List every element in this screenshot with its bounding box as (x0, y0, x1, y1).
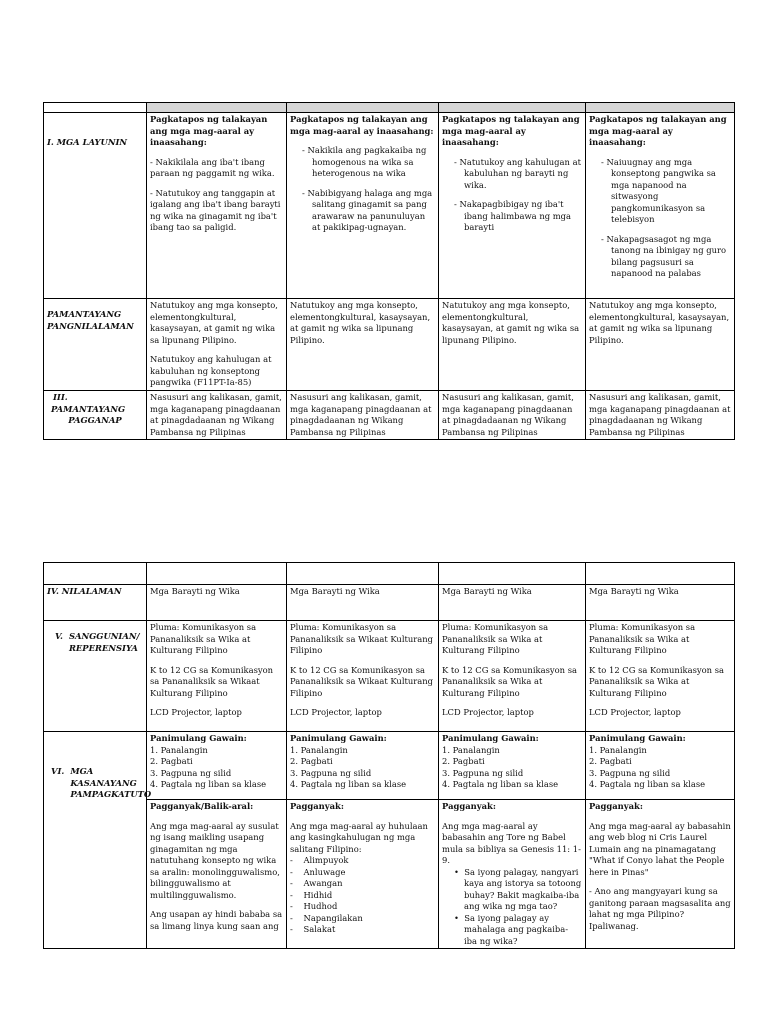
pagganyak-col-4 (586, 800, 735, 949)
sanggunian-label (44, 621, 147, 732)
standard-text: Natutukoy ang mga konsepto, elementongkultural, kasaysayan, at gamit ng wika sa lipunang Pilipino. (150, 300, 278, 345)
layunin-label: I. MGA LAYUNIN (44, 113, 147, 299)
kasanayan-label (44, 732, 152, 949)
panimula-item: 2. Pagbati (150, 756, 193, 766)
panimula-item: 4. Pagtala ng liban sa klase (290, 779, 407, 789)
nilalaman-row (44, 585, 735, 621)
layunin-col-3 (439, 113, 586, 299)
sanggunian-col-2 (287, 621, 439, 732)
word-text: Awangan (303, 878, 343, 888)
pagganyak-text: Ang mga mag-aaral ay susulat ng isang maikling usapang ginagamitan ng mga natutuhang konsepto ng wika sa aralin: monolingguwalismo, bilingguwalismo at multilingguwalismo. (150, 820, 280, 900)
reference: Pluma: Komunikasyon sa Pananaliksik sa Wika at Kulturang Filipino (150, 622, 257, 655)
pagganap-label-1: PAMANTAYANG (51, 403, 126, 414)
kasanayan-label-text: MGA KASANAYANG PAMPAGKATUTO (70, 766, 152, 799)
question-text: Sa iyong palagay, nangyari kaya ang istorya sa totoong buhay? Bakit magkaiba-iba ang wika ng mga tao? (464, 866, 582, 911)
pagganyak-title: Pagganyak/Balik-aral: (150, 801, 254, 811)
word-text: Anluwage (303, 866, 346, 877)
question-item: • Sa iyong palagay, nangyari kaya ang istorya sa totoong buhay? Bakit magkaiba-iba ang wika ng mga tao? (454, 866, 582, 911)
panimula-title: Panimulang Gawain: (589, 733, 686, 743)
intro-text: Pagkatapos ng talakayan ang mga mag-aaral ay inaasahang: (442, 114, 580, 147)
reference: LCD Projector, laptop (150, 707, 242, 717)
kasanayan-num: VI. (51, 766, 65, 776)
pagganap-col-3: Nasusuri ang kalikasan, gamit, mga kaganapang pinagdaanan at pinagdadaanan ng Wikang Pambansa ng Pilipinas (439, 391, 586, 440)
panimula-item: 4. Pagtala ng liban sa klase (589, 779, 706, 789)
panimula-row (44, 732, 735, 800)
pagganyak-col-1 (147, 800, 287, 949)
pangnilalaman-col-3: Natutukoy ang mga konsepto, elementongkultural, kasaysayan, at gamit ng wika sa lipunang Pilipino. (439, 299, 586, 391)
objective: - Nakapagbibigay ng iba't ibang halimbawa ng mga barayti (454, 199, 572, 232)
pagganyak-row (44, 800, 735, 949)
reference: K to 12 CG sa Komunikasyon sa Pananaliksik sa Wikaat Kulturang Filipino (150, 664, 274, 698)
sanggunian-col-4 (586, 621, 735, 732)
pagganap-row (44, 391, 735, 440)
question-item: • Sa iyong palagay ay mahalaga ang pagkaiba- iba ng wika? (454, 912, 569, 946)
sanggunian-num: V. (55, 631, 63, 641)
pangnilalaman-col-4: Natutukoy ang mga konsepto, elementongkultural, kasaysayan, at gamit ng wika sa lipunang Pilipino. (586, 299, 735, 391)
pagganyak-text: - Ano ang mangyayari kung sa ganitong paraan magsasalita ang lahat ng mga Pilipino? Ipaliwanag. (589, 886, 731, 931)
sanggunian-col-3 (439, 621, 586, 732)
panimula-col-3 (439, 732, 586, 800)
pagganap-label (44, 391, 147, 440)
panimula-item: 3. Pagpuna ng silid (442, 767, 524, 778)
intro-text: Pagkatapos ng talakayan ang mga mag-aaral ay inaasahang: (589, 114, 727, 147)
word-item: - Napangilakan (290, 912, 363, 923)
objective: - Nakikilala ang iba't ibang paraan ng paggamit ng wika. (150, 156, 275, 178)
pagganyak-text: Ang mga mag-aaral ay huhulaan ang kasingkahulugan ng mga salitang Filipino: (290, 820, 428, 854)
word-item: - Anluwage (290, 866, 346, 877)
blank-header-row (44, 563, 735, 585)
word-item: - Hudhod (290, 901, 338, 911)
reference: K to 12 CG sa Komunikasyon sa Pananaliksik sa Wika at Kulturang Filipino (442, 664, 577, 698)
panimula-item: 1. Panalangin (442, 744, 500, 755)
objective: - Nabibigyang halaga ang mga salitang ginagamit sa pang arawaraw na panunuluyan at pakikipag-ugnayan. (302, 187, 433, 232)
panimula-col-2 (287, 732, 439, 800)
panimula-title: Panimulang Gawain: (442, 733, 539, 743)
pagganyak-title: Pagganyak: (290, 801, 344, 811)
word-item: - Hidhid (290, 889, 333, 900)
layunin-col-2 (287, 113, 439, 299)
objective: - Nakikila ang pagkakaiba ng homogenous na wika sa heterogenous na wika (302, 145, 427, 178)
pagganap-col-4: Nasusuri ang kalikasan, gamit, mga kaganapang pinagdaanan at pinagdadaanan ng Wikang Pambansa ng Pilipinas (586, 391, 735, 440)
standard-text: Natutukoy ang kahulugan at kabuluhan ng konseptong pangwika (F11PT-Ia-85) (150, 354, 272, 387)
intro-text: Pagkatapos ng talakayan ang mga mag-aaral ay inaasahang: (150, 114, 268, 147)
reference: LCD Projector, laptop (589, 707, 681, 717)
objective: - Nakapagsasagot ng mga tanong na ibinigay ng guro bilang pagsusuri sa napanood na palabas (601, 233, 727, 278)
reference: K to 12 CG sa Komunikasyon sa Pananaliksik sa Wika at Kulturang Filipino (589, 664, 724, 698)
panimula-item: 4. Pagtala ng liban sa klase (442, 779, 559, 789)
lesson-plan-table-1 (43, 102, 735, 440)
objective: - Natutukoy ang tanggapin at igalang ang iba't ibang barayti ng wika na ginagamit ng iba't ibang tao sa paligid. (150, 187, 281, 232)
pangnilalaman-col-1 (147, 299, 287, 391)
word-text: Hidhid (303, 889, 333, 900)
panimula-item: 1. Panalangin (290, 744, 348, 755)
word-item: - Awangan (290, 878, 343, 888)
sanggunian-label-text: SANGGUNIAN/ REPERENSIYA (68, 631, 140, 653)
panimula-title: Panimulang Gawain: (150, 733, 247, 743)
intro-text: Pagkatapos ng talakayan ang mga mag-aaral ay inaasahang: (290, 114, 434, 136)
pagganap-col-2: Nasusuri ang kalikasan, gamit, mga kaganapang pinagdaanan at pinagdadaanan ng Wikang Pambansa ng Pilipinas (287, 391, 439, 440)
pagganyak-text: Ang usapan ay hindi bababa sa sa limang linya kung saan ang (150, 909, 283, 931)
question-text: Sa iyong palagay ay mahalaga ang pagkaiba- iba ng wika? (464, 912, 569, 946)
header-row (44, 103, 735, 113)
pagganap-col-1: Nasusuri ang kalikasan, gamit, mga kaganapang pinagdaanan at pinagdadaanan ng Wikang Pambansa ng Pilipinas (147, 391, 287, 440)
pagganap-num: III. (53, 392, 68, 402)
word-text: Alimpuyok (303, 855, 349, 865)
panimula-item: 3. Pagpuna ng silid (589, 767, 671, 778)
sanggunian-col-1 (147, 621, 287, 732)
pagganyak-text: Ang mga mag-aaral ay babasahin ang web blog ni Cris Laurel Lumain ang na pinamagatang "What if Conyo lahat the People here in Pinas" (589, 820, 731, 877)
nilalaman-col-4: Mga Barayti ng Wika (586, 585, 735, 621)
reference: LCD Projector, laptop (290, 707, 382, 717)
pangnilalaman-row (44, 299, 735, 391)
word-text: Hudhod (303, 901, 338, 911)
reference: K to 12 CG sa Komunikasyon sa Pananaliksik sa Wikaat Kulturang Filipino (290, 664, 434, 698)
panimula-item: 3. Pagpuna ng silid (290, 767, 372, 778)
pagganap-label-2: PAGGANAP (68, 415, 122, 425)
reference: Pluma: Komunikasyon sa Pananaliksik sa Wika at Kulturang Filipino (442, 622, 549, 655)
nilalaman-label: IV. NILALAMAN (44, 585, 147, 621)
layunin-col-4 (586, 113, 735, 299)
panimula-col-4 (586, 732, 735, 800)
reference: LCD Projector, laptop (442, 707, 534, 717)
reference: Pluma: Komunikasyon sa Pananaliksik sa Wika at Kulturang Filipino (589, 622, 696, 655)
pangnilalaman-label: PAMANTAYANG PANGNILALAMAN (44, 299, 147, 391)
pagganyak-text: Ang mga mag-aaral ay babasahin ang Tore ng Babel mula sa bibliya sa Genesis 11: 1-9. (442, 820, 581, 865)
pangnilalaman-col-2: Natutukoy ang mga konsepto, elementongkultural, kasaysayan, at gamit ng wika sa lipunang Pilipino. (287, 299, 439, 391)
panimula-title: Panimulang Gawain: (290, 733, 387, 743)
panimula-item: 4. Pagtala ng liban sa klase (150, 779, 267, 789)
pagganyak-col-3 (439, 800, 586, 949)
panimula-item: 3. Pagpuna ng silid (150, 767, 232, 778)
panimula-item: 2. Pagbati (589, 756, 632, 766)
nilalaman-col-2: Mga Barayti ng Wika (287, 585, 439, 621)
pagganyak-col-2 (287, 800, 439, 949)
panimula-item: 2. Pagbati (442, 756, 485, 766)
panimula-item: 2. Pagbati (290, 756, 333, 766)
pagganyak-title: Pagganyak: (589, 801, 643, 811)
layunin-row (44, 113, 735, 299)
nilalaman-col-1: Mga Barayti ng Wika (147, 585, 287, 621)
panimula-item: 1. Panalangin (589, 744, 647, 755)
panimula-col-1 (147, 732, 287, 800)
lesson-plan-table-2 (43, 562, 735, 949)
sanggunian-row (44, 621, 735, 732)
nilalaman-col-3: Mga Barayti ng Wika (439, 585, 586, 621)
word-item: - Alimpuyok (290, 855, 349, 865)
word-text: Salakat (303, 924, 336, 934)
objective: - Natutukoy ang kahulugan at kabuluhan ng barayti ng wika. (454, 156, 581, 190)
word-text: Napangilakan (303, 912, 363, 923)
reference: Pluma: Komunikasyon sa Pananaliksik sa Wikaat Kulturang Filipino (290, 622, 434, 655)
objective: - Naiuugnay ang mga konseptong pangwika sa mga napanood na sitwasyong pangkomunikasyon sa telebisyon (601, 156, 716, 224)
word-item: - Salakat (290, 924, 336, 934)
pagganyak-title: Pagganyak: (442, 801, 496, 811)
panimula-item: 1. Panalangin (150, 744, 208, 755)
layunin-col-1 (147, 113, 287, 299)
